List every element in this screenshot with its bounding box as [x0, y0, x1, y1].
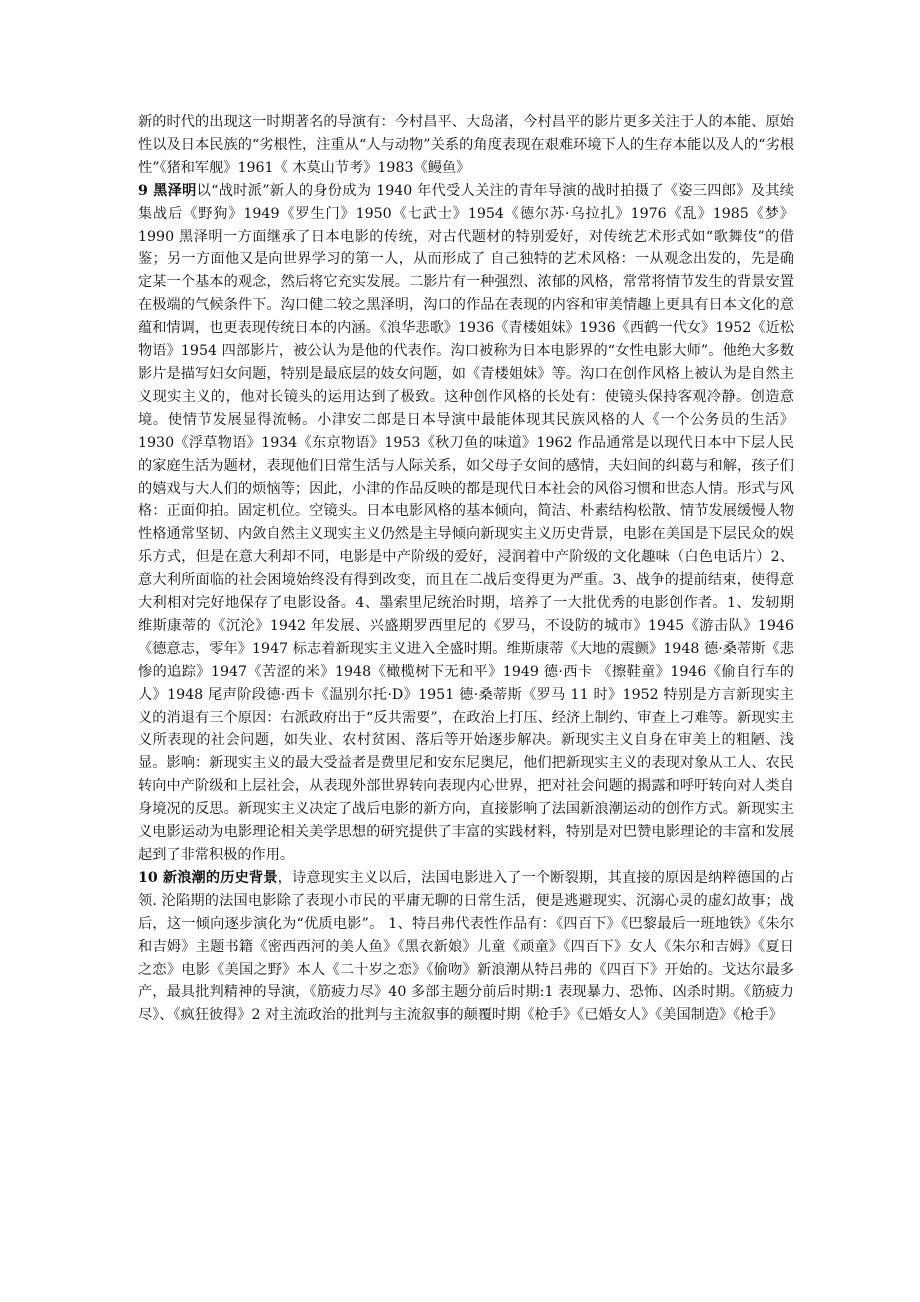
- paragraph-body: 新的时代的出现这一时期著名的导演有：今村昌平、大岛渚，今村昌平的影片更多关注于人的本能、原始性以及日本民族的“劣根性，注重从“人与动物”关系的角度表现在艰难环境下人的生存本能以及人的“劣根性”《猪和军舰》1961《 木莫山节考》1983《鳗鱼》: [138, 114, 795, 176]
- paragraph-kurosawa: [138, 180, 794, 867]
- paragraph-heading: 9 黑泽明: [138, 182, 197, 199]
- paragraph-new-wave: [138, 867, 794, 1027]
- paragraph-body: ，诗意现实主义以后，法国电影进入了一个断裂期，其直接的原因是纳粹德国的占领. 沦陷期的法国电影除了表现小市民的平庸无聊的日常生活，便是逃避现实、沉溺心灵的虚幻故事；战后，这一倾向逐步演化为“优质电影”。 1、特吕弗代表性作品有：《四百下》《巴黎最后一班地铁》《朱尔和吉姆》主题书籍《密西西河的美人鱼》《黑衣新娘》儿童《顽童》《四百下》女人《朱尔和吉姆》《夏日之恋》电影《美国之野》本人《二十岁之恋》《偷吻》新浪潮从特吕弗的《四百下》开始的。戈达尔最多产，最具批判精神的导演，《筋疲力尽》40 多部主题分前后时期:1 表现暴力、恐怖、凶杀时期。《筋疲力尽》、《疯狂彼得》2 对主流政治的批判与主流叙事的颠覆时期《枪手》《已婚女人》《美国制造》《枪手》: [138, 869, 794, 1024]
- paragraph-body: 以“战时派”新人的身份成为 1940 年代受人关注的青年导演的战时拍摄了《姿三四郎》及其续集战后《野狗》1949《罗生门》1950《七武士》1954《德尔苏·乌拉扎》1976《乱》1985《梦》1990 黑泽明一方面继承了日本电影的传统，对古代题材的特别爱好，对传统艺术形式如“歌舞伎”的借鉴；另一方面他又是向世界学习的第一人，从而形成了 自己独特的艺术风格：一从观念出发的，先是确定某一个基本的观念，然后将它充实发展。二影片有一种强烈、浓郁的风格，常常将情节发生的背景安置在极端的气候条件下。沟口健二较之黑泽明，沟口的作品在表现的内容和审美情趣上更具有日本文化的意蕴和情调，也更表现传统日本的内涵。《浪华悲歌》1936《青楼姐妹》1936《西鹤一代女》1952《近松物语》1954 四部影片，被公认为是他的代表作。沟口被称为日本电影界的“女性电影大师”。他绝大多数影片是描写妇女问题，特别是最底层的妓女问题，如《青楼姐妹》等。沟口在创作风格上被认为是自然主义现实主义的，他对长镜头的运用达到了极致。这种创作风格的长处有：使镜头保持客观冷静。创造意境。使情节发展显得流畅。小津安二郎是日本导演中最能体现其民族风格的人《一个公务员的生活》1930《浮草物语》1934《东京物语》1953《秋刀鱼的味道》1962 作品通常是以现代日本中下层人民的家庭生活为题材，表现他们日常生活与人际关系，如父母子女间的感情，夫妇间的纠葛与和解，孩子们的嬉戏与大人们的烦恼等；因此，小津的作品反映的都是现代日本社会的风俗习惯和世态人情。形式与风格：正面仰拍。固定机位。空镜头。日本电影风格的基本倾向，简洁、朴素结构松散、情节发展缓慢人物性格通常坚韧、内敛自然主义现实主义仍然是主导倾向新现实主义历史背景，电影在美国是下层民众的娱乐方式，但是在意大利却不同，电影是中产阶级的爱好，浸润着中产阶级的文化趣味（白色电话片）2、意大利所面临的社会困境始终没有得到改变，而且在二战后变得更为严重。3、战争的提前结束，使得意大利相对完好地保存了电影设备。4、墨索里尼统治时期，培养了一大批优秀的电影创作者。1、发轫期维斯康蒂的《沉沦》1942 年发展、兴盛期罗西里尼的《罗马，不设防的城市》1945《游击队》1946《德意志，零年》1947 标志着新现实主义进入全盛时期。维斯康蒂《大地的震颤》1948 德·桑蒂斯《悲惨的追踪》1947《苦涩的米》1948《橄榄树下无和平》1949 德·西卡 《擦鞋童》1946《偷自行车的人》1948 尾声阶段德·西卡《温别尔托·D》1951 德·桑蒂斯《罗马 11 时》1952 特别是方言新现实主义的消退有三个原因：右派政府出于“反共需要”，在政治上打压、经济上制约、审查上刁难等。新现实主义所表现的社会问题，如失业、农村贫困、落后等开始逐步解决。新现实主义自身在审美上的粗陋、浅显。影响：新现实主义的最大受益者是费里尼和安东尼奥尼，他们把新现实主义的表现对象从工人、农民转向中产阶级和上层社会，从表现外部世界转向表现内心世界，把对社会问题的揭露和呼吁转向对人类自身境况的反思。新现实主义决定了战后电影的新方向，直接影响了法国新浪潮运动的创作方式。新现实主义电影运动为电影理论相关美学思想的研究提供了丰富的实践材料，特别是对巴赞电影理论的丰富和发展起到了非常积极的作用。: [138, 182, 794, 863]
- paragraph-imamura: [138, 111, 794, 180]
- paragraph-heading: 10 新浪潮的历史背景: [138, 869, 278, 886]
- document-page: [138, 111, 794, 1027]
